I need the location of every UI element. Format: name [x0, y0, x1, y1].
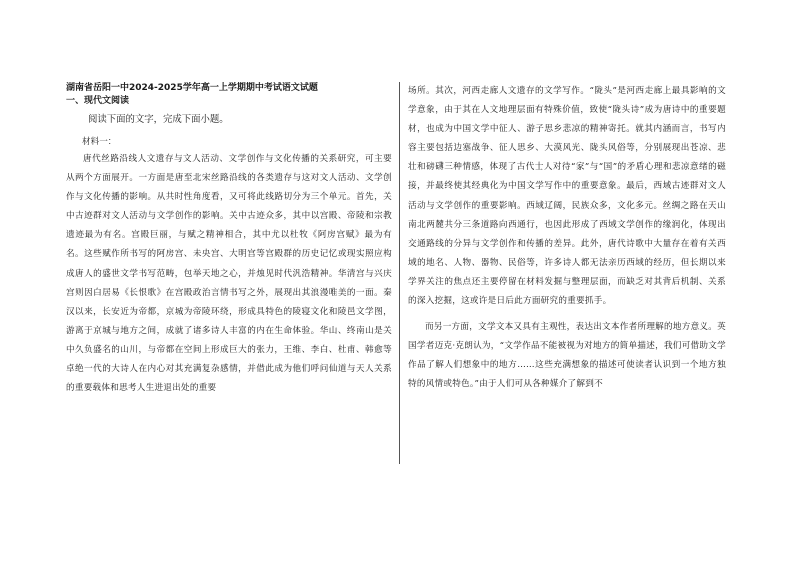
right-column	[408, 82, 726, 395]
section-heading: 一、现代文阅读	[66, 96, 130, 106]
material-paragraph-left: 唐代丝路沿线人文遗存与文人活动、文学创作与文化传播的关系研究，可主要从两个方面展开。一方面是唐至北宋丝路沿线的各类遗存与这对文人活动、文学创作与文化传播的影响。从共时性角度看，又可将此线路切分为三个单元。首先，关中古迹群对文人活动与文学创作的影响。关中古迹众多，其中以宫殿、帝陵和宗教遗迹最为有名。宫殿巨丽，与赋之精神相合，其中尤以杜牧《阿房宫赋》最为有名。这些赋作所书写的阿房宫、未央宫、大明宫等宫殿群的历史记忆或现实照应构成唐人的盛世文学书写范畴，包举天地之心，并烛见时代汎浩精神。华清宫与兴庆宫则因白居易《长恨歌》在宫殿政治言情书写之外，展现出其浪漫唯美的一面。秦汉以来，长安近为帝都，京城为帝陵环绕，形成具特色的陵寝文化和陵邑文学图，游离于京城与地方之间，成就了诸多诗人丰富的内在生命体验。华山、终南山是关中久负盛名的山川，与帝都在空间上形成巨大的张力，王维、李白、杜甫、韩愈等卓绝一代的大诗人在内心对其充满复杂感情，并借此成为他们呼问仙道与天人关系的重要载体和思考人生进退出处的重要	[66, 154, 392, 394]
material-paragraph-continued: 场所。其次，河西走廊人文遗存的文学写作。“陇头”是河西走廊上最具影响的文学意象，由于其在人文地理层面有特殊价值，致使“陇头诗”成为唐诗中的重要题材，也成为中国文学中征人、游子思乡悲凉的精神寄托。就其内涵而言，书写内容主要包括边塞战争、征人思乡、大漠风光、陇头风俗等，分别展现出苍凉、悲壮和磅礴三种情感，体现了古代士人对待“家”与“国”的矛盾心理和悲凉意绪的磁接，并最终使其经典化为中国文学写作中的重要意象。最后，西域古迹群对文人活动与文学创作的重要影响。西域辽阔，民族众多，文化多元。丝绸之路在天山南北两麓共分三条道路向西通行，也因此形成了西域文学创作的缘润化，体现出交通路线的分异与文学创作和传播的差异。此外，唐代诗歌中大量存在着有关西域的地名、人物、器物、民俗等，许多诗人都无法亲历西域的经历，但长期以来学界关注的焦点还主要停留在材料发掘与整理层面，而缺乏对其背后机制、关系的深入挖掘，这或许是日后此方面研究的重要抓手。	[408, 86, 726, 307]
reading-instruction: 阅读下面的文字，完成下面小题。	[88, 114, 229, 125]
column-divider	[399, 82, 400, 464]
left-column	[66, 82, 392, 398]
material-label: 材料一：	[82, 137, 117, 147]
material-paragraph-second: 而另一方面，文学文本又具有主观性，表达出文本作者所理解的地方意义。英国学者迈克·克朗认为，“文学作品不能被视为对地方的简单描述，我们可借助文学作品了解人们想象中的地方……这些充满想象的描述可使读者认识到一个地方独特的风情或特色。”由于人们可从各种媒介了解到不	[408, 322, 726, 390]
document-title: 湖南省岳阳一中2024-2025学年高一上学期期中考试语文试题	[66, 83, 318, 93]
